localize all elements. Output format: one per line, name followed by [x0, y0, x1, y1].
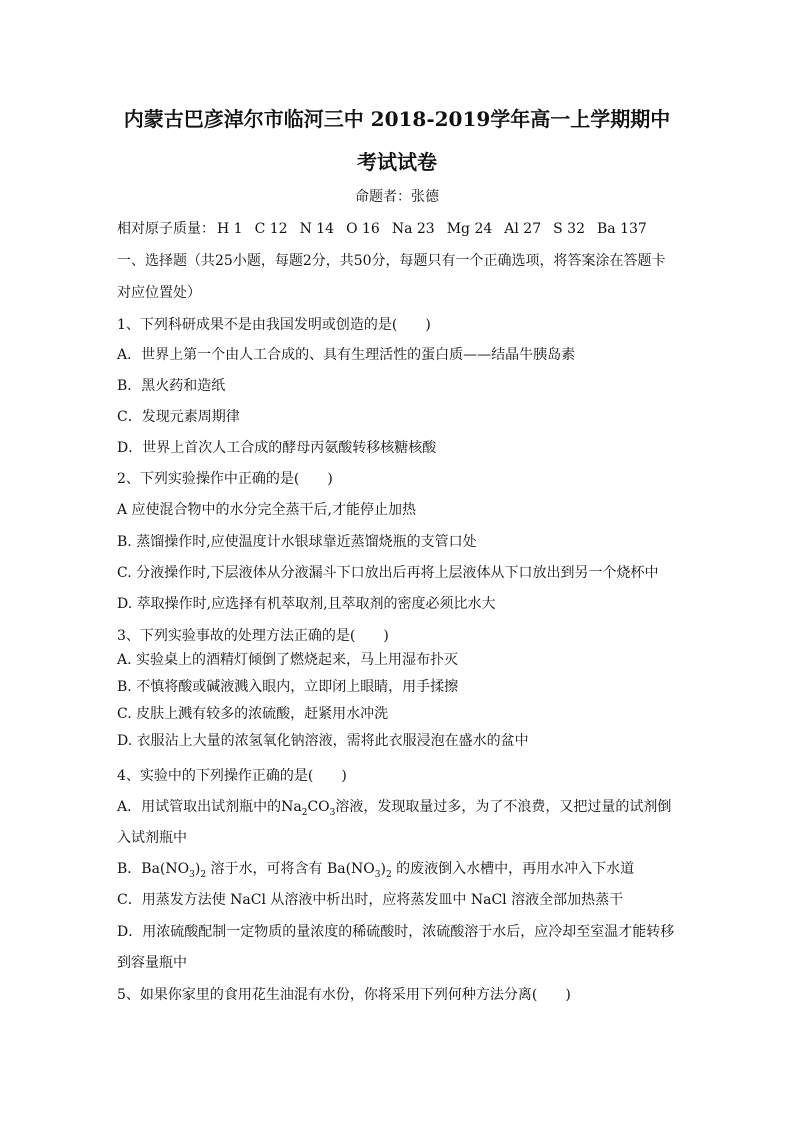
- question-2-option-d: D. 萃取操作时,应选择有机萃取剂,且萃取剂的密度必须比水大: [117, 596, 496, 612]
- question-3-option-c: C. 皮肤上溅有较多的浓硫酸，赶紧用水冲洗: [117, 706, 389, 722]
- question-1-option-b: B．黑火药和造纸: [117, 378, 226, 394]
- question-1-stem: 1、下列科研成果不是由我国发明或创造的是( ): [117, 317, 431, 333]
- question-1-option-c: C．发现元素周期律: [117, 409, 240, 425]
- atomic-mass-item: N 14: [299, 221, 335, 237]
- atomic-masses-label: 相对原子质量：: [117, 221, 215, 237]
- atomic-mass-item: Na 23: [391, 221, 435, 237]
- question-4-option-d-cont: 到容量瓶中: [117, 955, 187, 971]
- section-instructions: 一、选择题（共25小题，每题2分，共50分，每题只有一个正确选项，将答案涂在答题卡: [117, 253, 666, 269]
- question-1-option-a: A．世界上第一个由人工合成的、具有生理活性的蛋白质——结晶牛胰岛素: [117, 347, 576, 363]
- question-4-option-c: C．用蒸发方法使 NaCl 从溶液中析出时，应将蒸发皿中 NaCl 溶液全部加热蒸干: [117, 892, 624, 908]
- atomic-mass-item: H 1: [217, 221, 243, 237]
- question-5-stem: 5、如果你家里的食用花生油混有水份，你将采用下列何种方法分离( ): [117, 987, 571, 1003]
- exam-title-line1: 内蒙古巴彦淖尔市临河三中 2018-2019学年高一上学期期中: [123, 107, 671, 131]
- question-4-stem: 4、实验中的下列操作正确的是( ): [117, 768, 347, 784]
- atomic-masses-line: [117, 218, 659, 238]
- exam-title-line2: 考试试卷: [357, 150, 437, 174]
- atomic-mass-item: C 12: [254, 221, 288, 237]
- section-instructions-cont: 对应位置处）: [117, 285, 201, 301]
- question-3-option-b: B. 不慎将酸或碱液溅入眼内，立即闭上眼睛，用手揉擦: [117, 679, 459, 695]
- atomic-mass-item: S 32: [553, 221, 585, 237]
- question-4-option-a-cont: 入试剂瓶中: [117, 830, 187, 846]
- question-4-option-b: B．$Ba(NO_3)_2$ 溶于水，可将含有 $Ba(NO_3)_2$ 的废液倒入水槽中，再用水冲入下水道: [117, 861, 635, 880]
- question-2-option-c: C. 分液操作时,下层液体从分液漏斗下口放出后再将上层液体从下口放出到另一个烧杯中: [117, 565, 659, 581]
- question-2-stem: 2、下列实验操作中正确的是( ): [117, 471, 333, 487]
- question-2-option-a: A 应使混合物中的水分完全蒸干后,才能停止加热: [117, 502, 417, 518]
- question-4-option-a: A．用试管取出试剂瓶中的$Na_2CO_3$溶液，发现取量过多，为了不浪费，又把过量的试剂倒: [117, 799, 672, 818]
- author-line: 命题者：张德: [355, 189, 439, 205]
- question-3-stem: 3、下列实验事故的处理方法正确的是( ): [117, 628, 389, 644]
- question-1-option-d: D．世界上首次人工合成的酵母丙氨酸转移核糖核酸: [117, 440, 437, 456]
- atomic-mass-item: Mg 24: [446, 221, 493, 237]
- question-3-option-a: A. 实验桌上的酒精灯倾倒了燃烧起来，马上用湿布扑灭: [117, 652, 459, 668]
- question-3-option-d: D. 衣服沾上大量的浓氢氧化钠溶液，需将此衣服浸泡在盛水的盆中: [117, 733, 529, 749]
- atomic-mass-item: O 16: [346, 221, 380, 237]
- atomic-mass-item: Al 27: [504, 221, 542, 237]
- question-4-option-d: D．用浓硫酸配制一定物质的量浓度的稀硫酸时，浓硫酸溶于水后，应冷却至室温才能转移: [117, 924, 675, 940]
- atomic-mass-item: Ba 137: [596, 221, 647, 237]
- question-2-option-b: B. 蒸馏操作时,应使温度计水银球靠近蒸馏烧瓶的支管口处: [117, 534, 477, 550]
